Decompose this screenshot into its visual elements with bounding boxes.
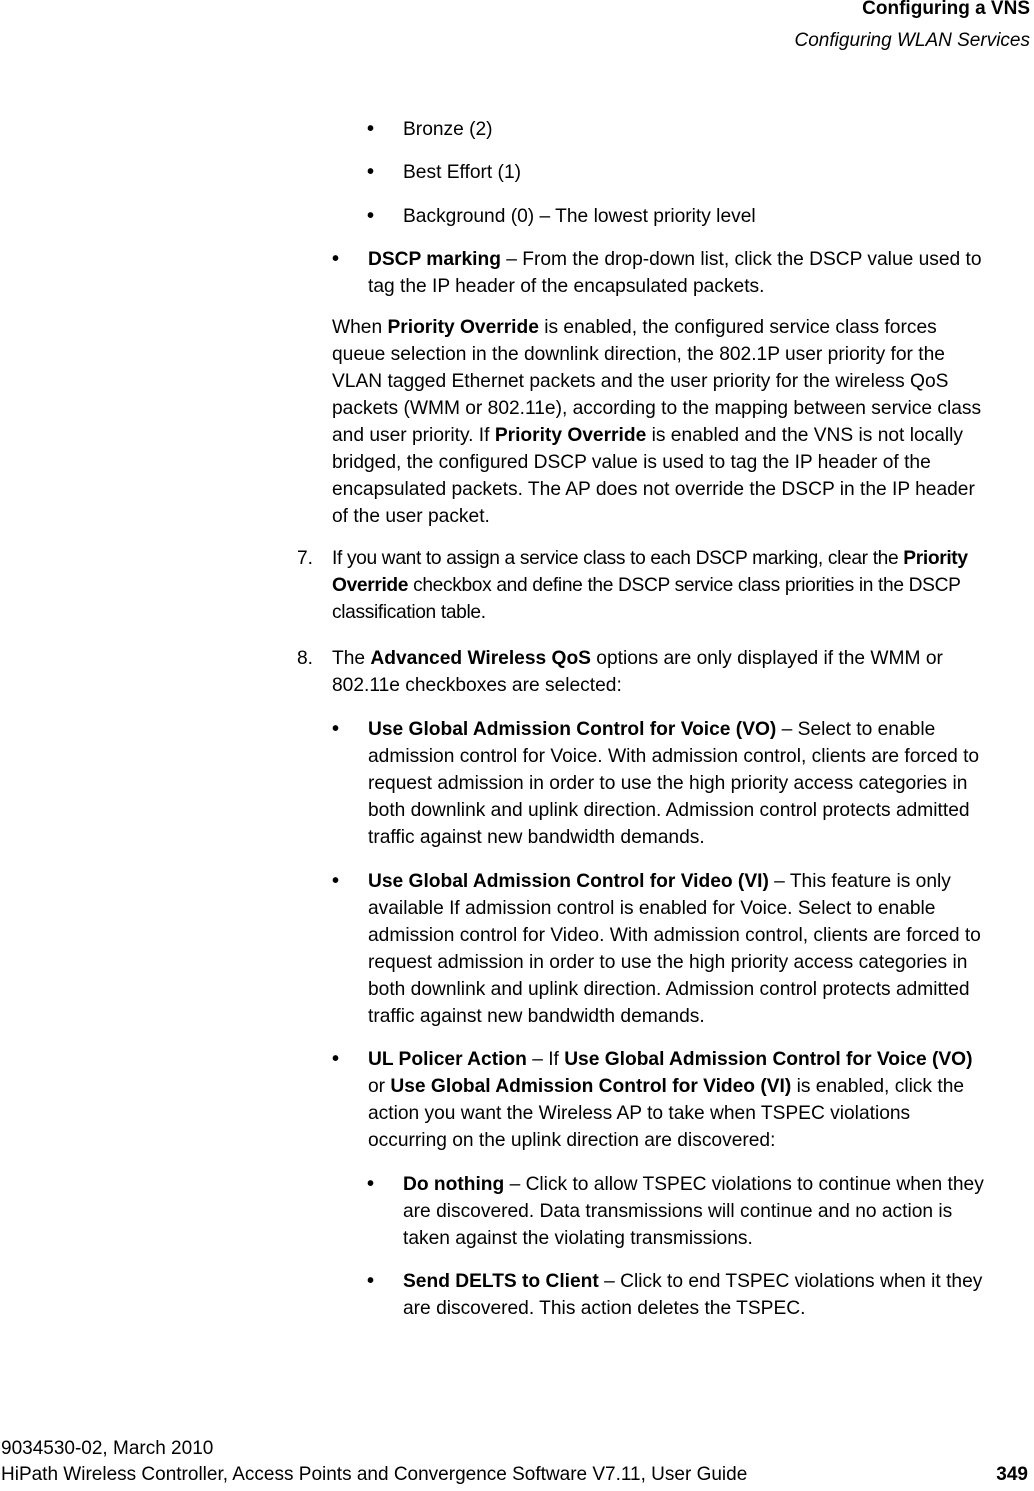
paragraph-priority-override: When Priority Override is enabled, the configured service class forces queue selection in the downlink direction, the 802.1P user priority for the VLAN tagged Ethernet packets and the user priority for the wireless QoS packets (WMM or 802.11e), according to the mapping between service class and user priority. If Priority Override is enabled and the VNS is not locally bridged, the configured DSCP value is used to tag the IP header of the encapsulated packets. The AP does not override the DSCP in the IP header of the user packet. [332,317,982,527]
list-item-ul-policer: UL Policer Action – If Use Global Admission Control for Voice (VO) or Use Global Admission Control for Video (VI) is enabled, click the action you want the Wireless AP to take when TSPEC violations occurring on the uplink direction are discovered: [368,1049,973,1151]
running-header-subtitle: Configuring WLAN Services [794,30,1030,51]
step-number-7: 7. [297,548,314,569]
list-item-admission-video: Use Global Admission Control for Video (VI) – This feature is only available If admission control is enabled for Voice. Select to enable admission control for Video. With admission control, clients are forced to request admission in order to use the high priority access categories in both downlink and uplink direction. Admission control protects admitted traffic against new bandwidth demands. [368,871,981,1027]
list-item-best-effort: Best Effort (1) [403,162,522,183]
list-item-dscp-marking: DSCP marking – From the drop-down list, click the DSCP value used to tag the IP header of the encapsulated packets. [368,249,982,297]
list-item-do-nothing: Do nothing – Click to allow TSPEC violations to continue when they are discovered. Data transmissions will continue and no action is taken against the violating transmissions. [403,1174,984,1249]
list-item-bronze: Bronze (2) [403,119,493,140]
step-8-text: The Advanced Wireless QoS options are only displayed if the WMM or 802.11e checkboxes are selected: [332,648,943,696]
bullet-icon: • [367,205,375,227]
footer-product-title: HiPath Wireless Controller, Access Points and Convergence Software V7.11, User Guide [1,1464,748,1485]
list-item-background: Background (0) – The lowest priority level [403,206,756,227]
bullet-icon: • [332,248,340,270]
page-number: 349 [996,1464,1028,1485]
term-dscp-marking: DSCP marking [368,249,501,270]
bullet-icon: • [332,718,340,740]
bullet-icon: • [332,870,340,892]
step-7-text: If you want to assign a service class to each DSCP marking, clear the Priority Override checkbox and define the DSCP service class priorities in the DSCP classification table. [332,548,968,623]
bullet-icon: • [332,1048,340,1070]
running-header-title: Configuring a VNS [862,0,1030,19]
bullet-icon: • [367,118,375,140]
footer-document-id: 9034530-02, March 2010 [1,1438,214,1459]
bullet-icon: • [367,1270,375,1292]
list-item-send-delts: Send DELTS to Client – Click to end TSPEC violations when it they are discovered. This action deletes the TSPEC. [403,1271,983,1319]
list-item-admission-voice: Use Global Admission Control for Voice (VO) – Select to enable admission control for Voice. With admission control, clients are forced to request admission in order to use the high priority access categories in both downlink and uplink direction. Admission control protects admitted traffic against new bandwidth demands. [368,719,980,848]
bullet-icon: • [367,161,375,183]
bullet-icon: • [367,1173,375,1195]
step-number-8: 8. [297,648,314,669]
